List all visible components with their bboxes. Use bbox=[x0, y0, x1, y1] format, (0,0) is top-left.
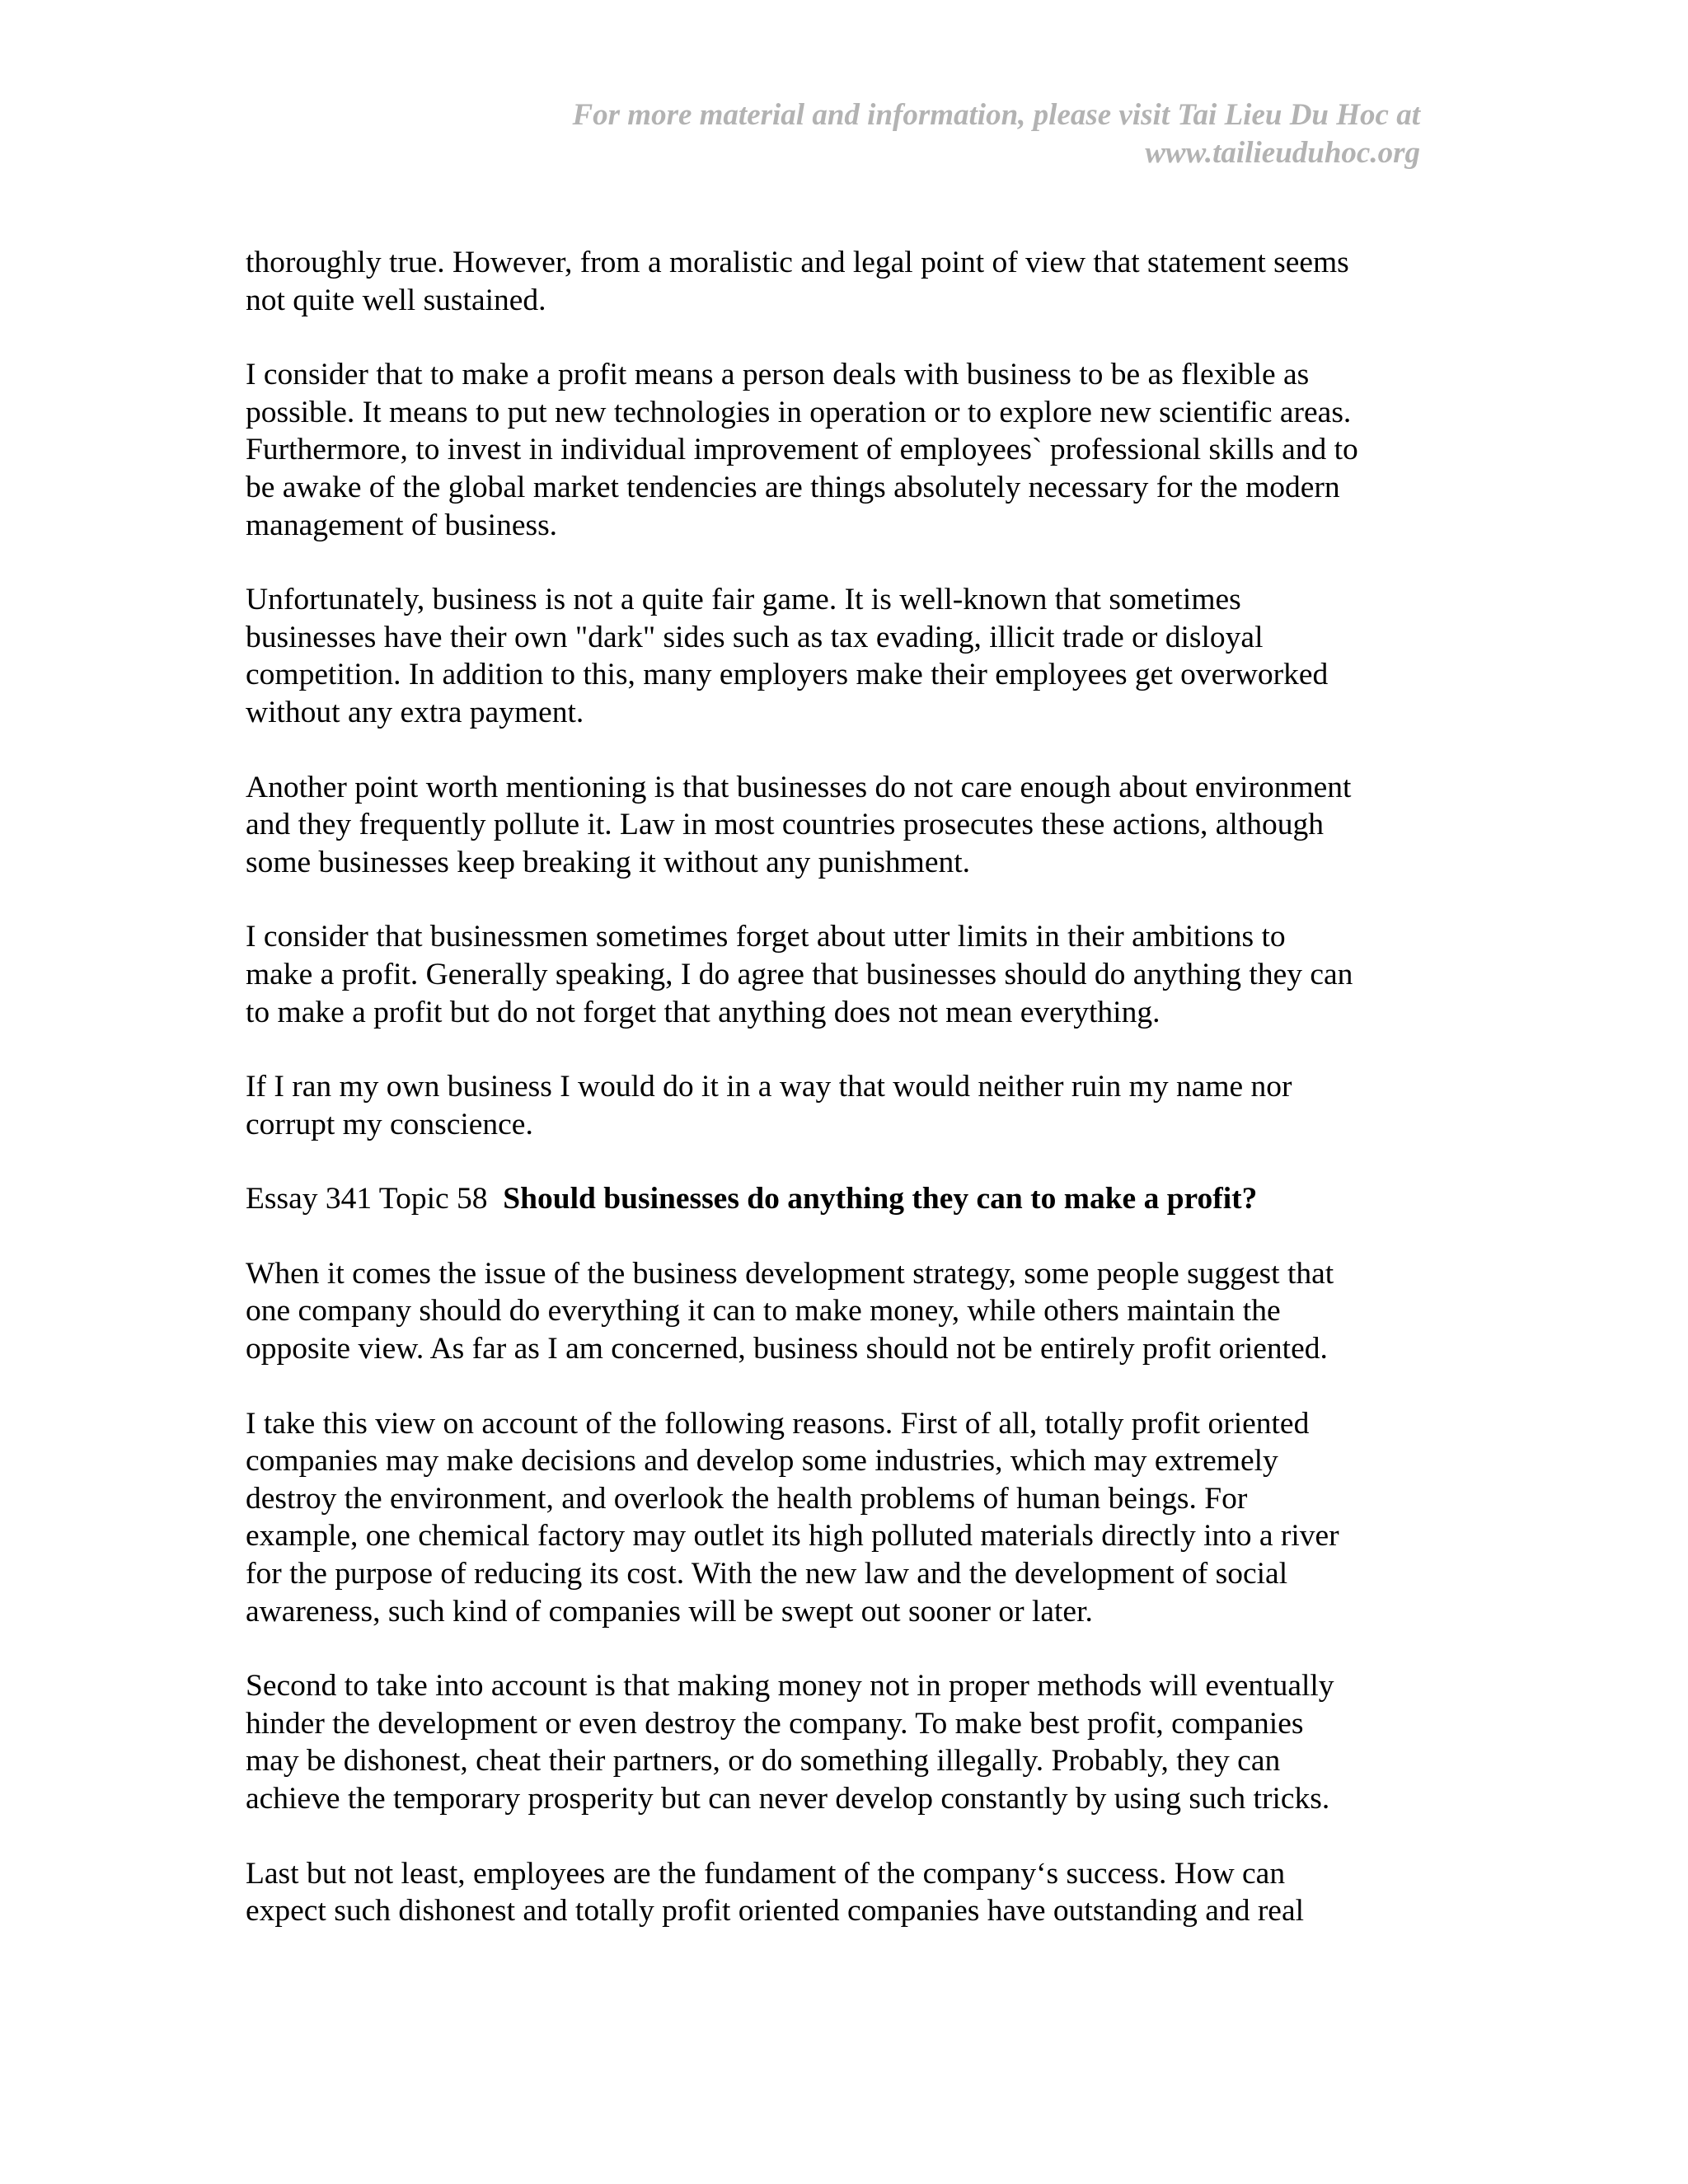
text-line: example, one chemical factory may outlet its high polluted materials directly into a river bbox=[246, 1519, 1339, 1554]
text-line: management of business. bbox=[246, 508, 558, 542]
paragraph bbox=[246, 918, 1441, 1031]
text-line: thoroughly true. However, from a moralistic and legal point of view that statement seems bbox=[246, 246, 1349, 279]
text-line: I consider that businessmen sometimes forget about utter limits in their ambitions to bbox=[246, 920, 1286, 954]
paragraph bbox=[246, 769, 1441, 882]
text-line: Unfortunately, business is not a quite fair game. It is well-known that sometimes bbox=[246, 583, 1241, 617]
text-line: Last but not least, employees are the fundament of the company‘s success. How can bbox=[246, 1856, 1286, 1891]
essay-label: Essay 341 Topic 58 bbox=[246, 1182, 488, 1216]
text-line: If I ran my own business I would do it in a way that would neither ruin my name nor bbox=[246, 1070, 1292, 1104]
text-line: and they frequently pollute it. Law in most countries prosecutes these actions, although bbox=[246, 808, 1325, 842]
text-line: When it comes the issue of the business development strategy, some people suggest that bbox=[246, 1256, 1334, 1291]
page-header bbox=[349, 96, 1420, 172]
text-line: not quite well sustained. bbox=[246, 283, 546, 317]
text-line: companies may make decisions and develop some industries, which may extremely bbox=[246, 1444, 1278, 1479]
document-body bbox=[246, 244, 1441, 1967]
text-line: be awake of the global market tendencies are things absolutely necessary for the modern bbox=[246, 470, 1340, 504]
text-line: Furthermore, to invest in individual improvement of employees` professional skills and to bbox=[246, 433, 1358, 467]
paragraph bbox=[246, 1667, 1441, 1817]
text-line: destroy the environment, and overlook the health problems of human beings. For bbox=[246, 1481, 1248, 1516]
essay-title: Should businesses do anything they can to make a profit? bbox=[503, 1182, 1258, 1216]
text-line: I take this view on account of the following reasons. First of all, totally profit oriented bbox=[246, 1406, 1310, 1441]
text-line: some businesses keep breaking it without any punishment. bbox=[246, 845, 971, 879]
text-line: businesses have their own "dark" sides such as tax evading, illicit trade or disloyal bbox=[246, 620, 1264, 654]
text-line: to make a profit but do not forget that anything does not mean everything. bbox=[246, 995, 1160, 1029]
paragraph bbox=[246, 244, 1441, 319]
paragraph bbox=[246, 1068, 1441, 1143]
header-line-2: www.tailieuduhoc.org bbox=[1145, 136, 1420, 170]
text-line: possible. It means to put new technologies in operation or to explore new scientific areas. bbox=[246, 395, 1352, 429]
essay-heading-line bbox=[246, 1180, 1441, 1218]
paragraph bbox=[246, 1855, 1441, 1930]
text-line: make a profit. Generally speaking, I do agree that businesses should do anything they can bbox=[246, 957, 1353, 991]
text-line: achieve the temporary prosperity but can never develop constantly by using such tricks. bbox=[246, 1782, 1330, 1816]
text-line: for the purpose of reducing its cost. With the new law and the development of social bbox=[246, 1557, 1288, 1591]
paragraph bbox=[246, 1255, 1441, 1368]
text-line: without any extra payment. bbox=[246, 695, 584, 729]
text-line: opposite view. As far as I am concerned, business should not be entirely profit oriented. bbox=[246, 1332, 1328, 1366]
header-line-1: For more material and information, please visit Tai Lieu Du Hoc at bbox=[572, 98, 1420, 132]
paragraph bbox=[246, 1405, 1441, 1631]
text-line: corrupt my conscience. bbox=[246, 1107, 533, 1141]
text-line: hinder the development or even destroy the company. To make best profit, companies bbox=[246, 1706, 1304, 1741]
text-line: Second to take into account is that making money not in proper methods will eventually bbox=[246, 1669, 1334, 1704]
paragraph bbox=[246, 356, 1441, 544]
text-line: one company should do everything it can to make money, while others maintain the bbox=[246, 1294, 1281, 1329]
paragraph bbox=[246, 581, 1441, 731]
essay-heading bbox=[246, 1180, 1441, 1218]
text-line: expect such dishonest and totally profit oriented companies have outstanding and real bbox=[246, 1894, 1305, 1929]
text-line: may be dishonest, cheat their partners, or do something illegally. Probably, they can bbox=[246, 1744, 1281, 1779]
text-line: awareness, such kind of companies will be swept out sooner or later. bbox=[246, 1594, 1093, 1629]
text-line: I consider that to make a profit means a person deals with business to be as flexible as bbox=[246, 358, 1310, 392]
text-line: Another point worth mentioning is that businesses do not care enough about environment bbox=[246, 770, 1352, 804]
text-line: competition. In addition to this, many employers make their employees get overworked bbox=[246, 658, 1329, 692]
